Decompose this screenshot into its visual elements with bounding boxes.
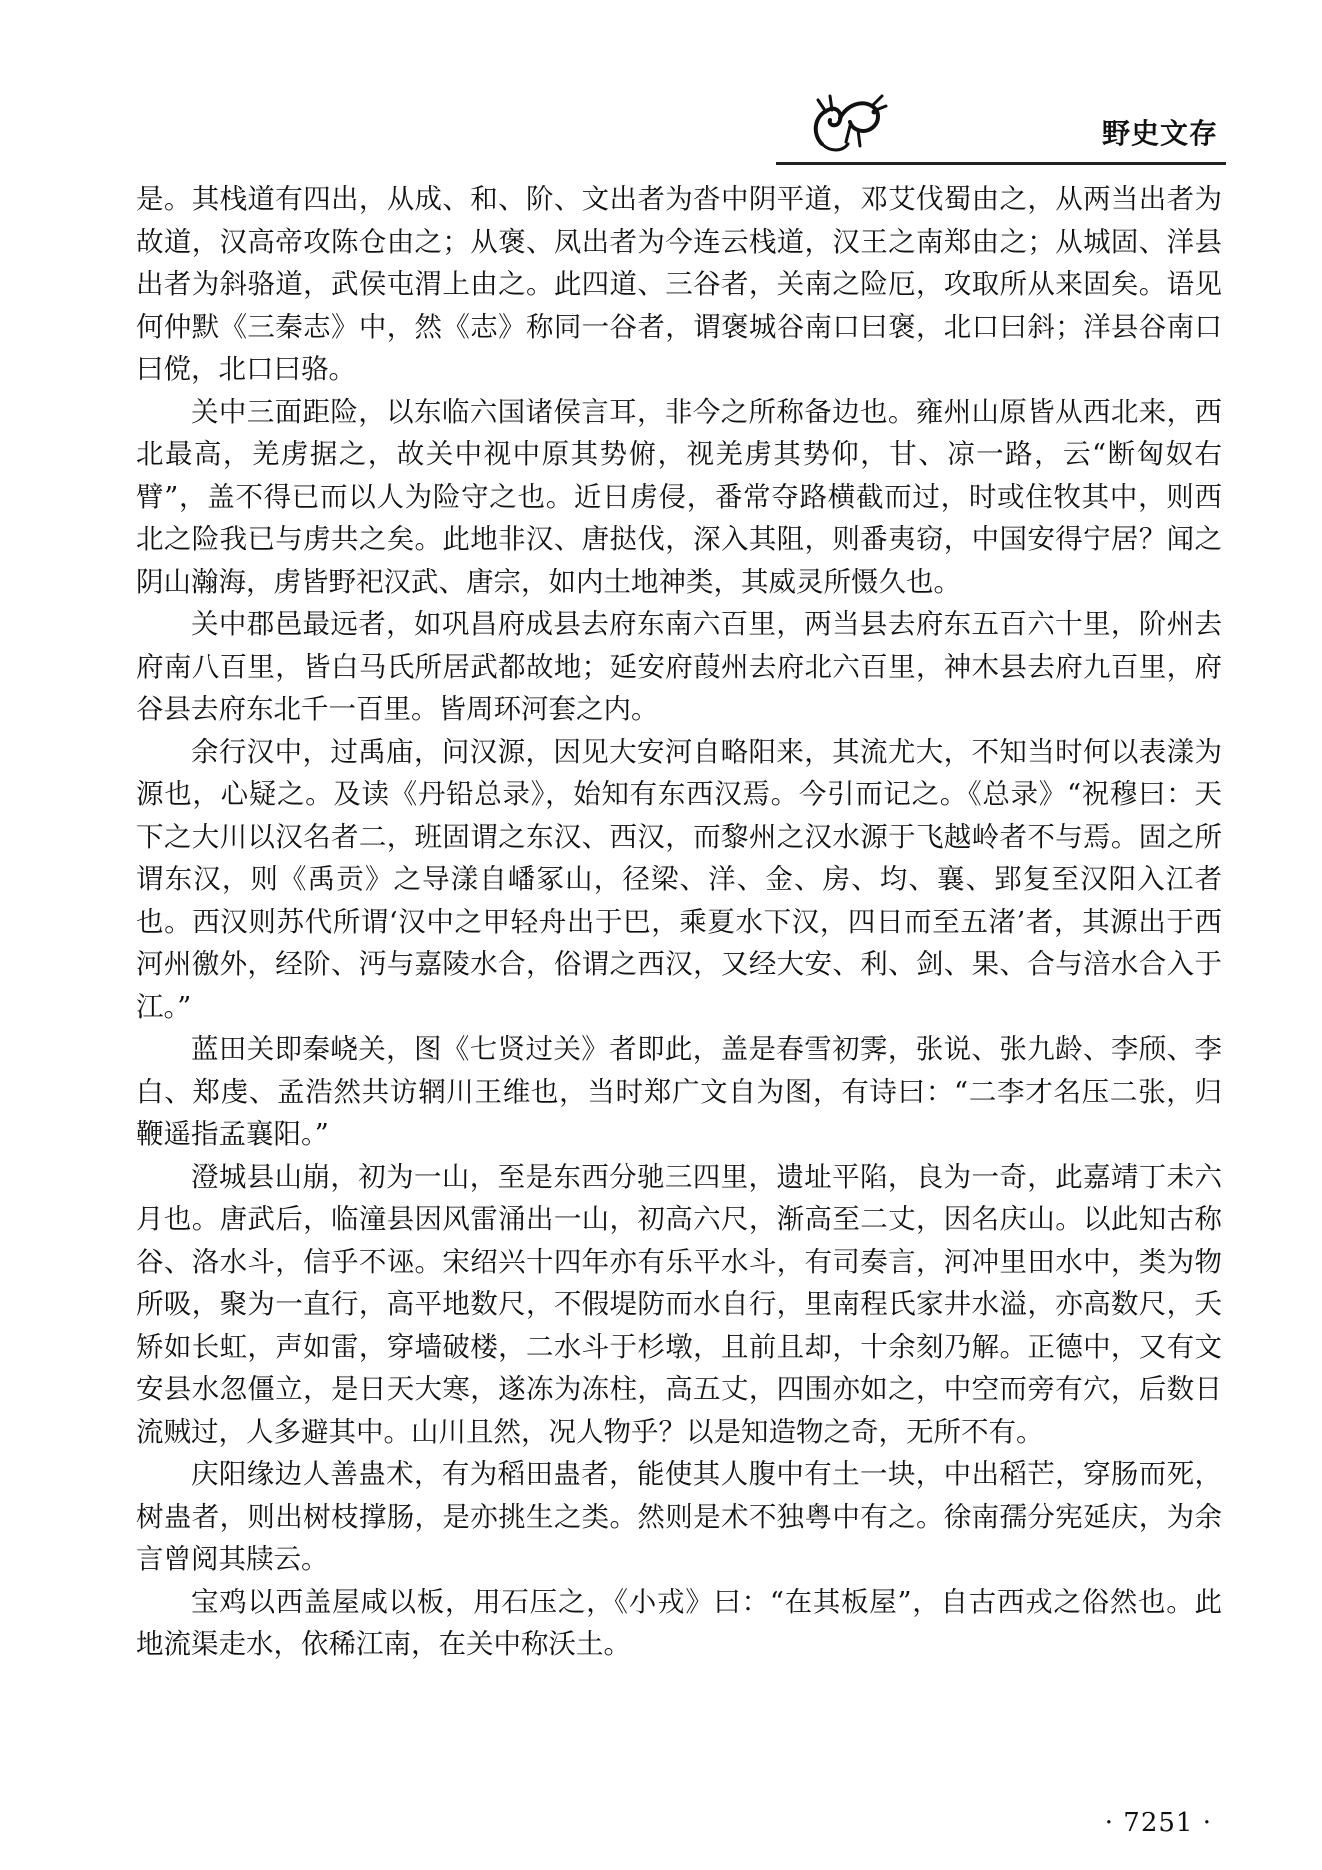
paragraph: 关中三面距险，以东临六国诸侯言耳，非今之所称备边也。雍州山原皆从西北来，西北最高，羌虏据之，故关中视中原其势俯，视羌虏其势仰，甘、凉一路，云“断匈奴右臂”，盖不得已而以人为险守之也。近日虏侵，番常夺路横截而过，时或住牧其中，则西北之险我已与虏共之矣。此地非汉、唐挞伐，深入其阻，则番夷窃，中国安得宁居？闻之阴山瀚海，虏皆野祀汉武、唐宗，如内土地神类，其威灵所慑久也。 [136, 395, 1222, 598]
body-text [136, 178, 1222, 1666]
paragraph: 澄城县山崩，初为一山，至是东西分驰三四里，遗址平陷，良为一奇，此嘉靖丁未六月也。唐武后，临潼县因风雷涌出一山，初高六尺，渐高至二丈，因名庆山。以此知古称谷、洛水斗，信乎不诬。宋绍兴十四年亦有乐平水斗，有司奏言，河冲里田水中，类为物所吸，聚为一直行，高平地数尺，不假堤防而水自行，里南程氏家井水溢，亦高数尺，夭矫如长虹，声如雷，穿墙破楼，二水斗于杉墩，且前且却，十余刻乃解。正德中，又有文安县水忽僵立，是日天大寒，遂冻为冻柱，高五丈，四围亦如之，中空而旁有穴，后数日流贼过，人多避其中。山川且然，况人物乎？以是知造物之奇，无所不有。 [136, 1160, 1222, 1448]
header-rule [776, 162, 1226, 165]
paragraph: 是。其栈道有四出，从成、和、阶、文出者为沓中阴平道，邓艾伐蜀由之，从两当出者为故道，汉高帝攻陈仓由之；从褒、凤出者为今连云栈道，汉王之南郑由之；从城固、洋县出者为斜骆道，武侯屯渭上由之。此四道、三谷者，关南之险厄，攻取所从来固矣。语见何仲默《三秦志》中，然《志》称同一谷者，谓褒城谷南口曰褒，北口曰斜；洋县谷南口曰傥，北口曰骆。 [136, 183, 1222, 385]
dragon-emblem-icon [802, 82, 888, 158]
running-header [776, 82, 1226, 172]
paragraph: 蓝田关即秦峣关，图《七贤过关》者即此，盖是春雪初霁，张说、张九龄、李颀、李白、郑虔、孟浩然共访辋川王维也，当时郑广文自为图，有诗曰：“二李才名压二张，归鞭遥指孟襄阳。” [136, 1033, 1222, 1150]
header-title: 野史文存 [1101, 117, 1218, 150]
page-number: · 7251 · [1104, 1808, 1212, 1838]
paragraph: 宝鸡以西盖屋咸以板，用石压之，《小戎》曰：“在其板屋”，自古西戎之俗然也。此地流渠走水，依稀江南，在关中称沃土。 [136, 1585, 1222, 1660]
paragraph: 关中郡邑最远者，如巩昌府成县去府东南六百里，两当县去府东五百六十里，阶州去府南八百里，皆白马氏所居武都故地；延安府葭州去府北六百里，神木县去府九百里，府谷县去府东北千一百里。皆周环河套之内。 [136, 608, 1222, 725]
paragraph: 余行汉中，过禹庙，问汉源，因见大安河自略阳来，其流尤大，不知当时何以表漾为源也，心疑之。及读《丹铅总录》，始知有东西汉焉。今引而记之。《总录》“祝穆曰：天下之大川以汉名者二，班固谓之东汉、西汉，而黎州之汉水源于飞越岭者不与焉。固之所谓东汉，则《禹贡》之导漾自嶓冢山，径梁、洋、金、房、均、襄、郢复至汉阳入江者也。西汉则苏代所谓‘汉中之甲轻舟出于巴，乘夏水下汉，四日而至五渚’者，其源出于西河州徼外，经阶、沔与嘉陵水合，俗谓之西汉，又经大安、利、剑、果、合与涪水合入于江。” [136, 735, 1222, 1023]
paragraph: 庆阳缘边人善蛊术，有为稻田蛊者，能使其人腹中有土一块，中出稻芒，穿肠而死，树蛊者，则出树枝撑肠，是亦挑生之类。然则是术不独粤中有之。徐南孺分宪延庆，为余言曾阅其牍云。 [136, 1458, 1222, 1575]
